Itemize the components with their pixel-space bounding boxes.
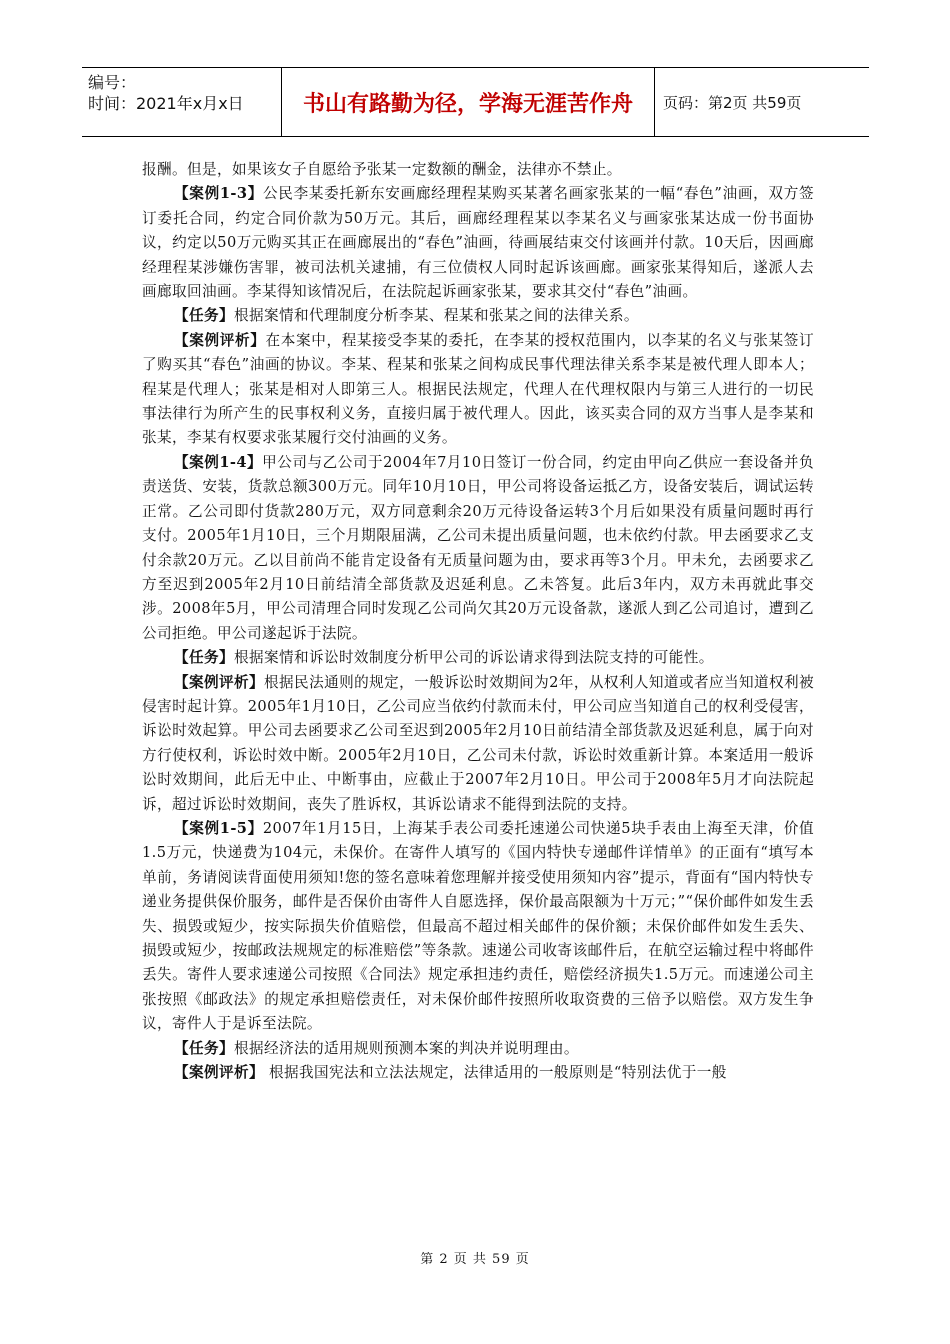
paragraph-tag: 【案例1-4】 xyxy=(174,453,263,471)
header-motto: 书山有路勤为径，学海无涯苦作舟 xyxy=(282,68,655,136)
paragraph-tag: 【案例评析】 xyxy=(174,1064,264,1082)
paragraph-tag: 【任务】 xyxy=(174,649,234,667)
paragraph-tag: 【案例评析】 xyxy=(174,673,265,691)
page-header xyxy=(82,67,869,137)
header-meta xyxy=(82,68,282,136)
paragraph-text: 2007年1月15日，上海某手表公司委托速递公司快递5块手表由上海至天津，价值1.5万元，快递费为104元，未保价。在寄件人填写的《国内特快专递邮件详情单》的正面有“填写本单前，务请阅读背面使用须知!您的签名意味着您理解并接受使用须知内容”提示，背面有“国内特快专递业务提供保价服务，邮件是否保价由寄件人自愿选择，保价最高限额为十万元；”“保价邮件如发生丢失、损毁或短少，按实际损失价值赔偿，但最高不超过相关邮件的保价额；未保价邮件如发生丢失、损毁或短少，按邮政法规规定的标准赔偿”等条款。速递公司收寄该邮件后，在航空运输过程中将邮件丢失。寄件人要求速递公司按照《合同法》规定承担违约责任，赔偿经济损失1.5万元。而速递公司主张按照《邮政法》的规定承担赔偿责任，对未保价邮件按照所收取资费的三倍予以赔偿。双方发生争议，寄件人于是诉至法院。 xyxy=(142,819,814,1033)
paragraph-text: 甲公司与乙公司于2004年7月10日签订一份合同，约定由甲向乙供应一套设备并负责送货、安装，货款总额300万元。同年10月10日，甲公司将设备运抵乙方，设备安装后，调试运转正常。乙公司即付货款280万元，双方同意剩余20万元待设备运转3个月后如果没有质量问题时再行支付。2005年1月10日，三个月期限届满，乙公司未提出质量问题，也未依约付款。甲去函要求乙支付余款20万元。乙以目前尚不能肯定设备有无质量问题为由，要求再等3个月。甲未允，去函要求乙方至迟到2005年2月10日前结清全部货款及迟延利息。乙未答复。此后3年内，双方未再就此事交涉。2008年5月，甲公司清理合同时发现乙公司尚欠其20万元设备款，遂派人到乙公司追讨，遭到乙公司拒绝。甲公司遂起诉于法院。 xyxy=(142,453,814,642)
paragraph xyxy=(142,1037,814,1061)
paragraph-tag: 【案例1-3】 xyxy=(174,185,263,203)
paragraph xyxy=(142,182,814,304)
paragraph xyxy=(142,451,814,646)
paragraph xyxy=(142,817,814,1037)
paragraph xyxy=(142,304,814,328)
number-label: 编号： xyxy=(88,73,137,92)
paragraph xyxy=(142,1061,814,1085)
paragraph-tag: 【案例1-5】 xyxy=(174,819,263,837)
paragraph-text: 根据案情和代理制度分析李某、程某和张某之间的法律关系。 xyxy=(233,307,639,325)
header-page-info: 页码：第2页 共59页 xyxy=(663,93,802,112)
paragraph-text: 报酬。但是，如果该女子自愿给予张某一定数额的酬金，法律亦不禁止。 xyxy=(142,161,622,178)
paragraph-text: 根据经济法的适用规则预测本案的判决并说明理由。 xyxy=(233,1039,579,1057)
paragraph xyxy=(142,158,814,182)
paragraph xyxy=(142,646,814,670)
paragraph-tag: 【案例评析】 xyxy=(174,331,266,349)
document-body xyxy=(142,158,814,1085)
paragraph-text: 根据案情和诉讼时效制度分析甲公司的诉讼请求得到法院支持的可能性。 xyxy=(233,649,714,667)
time-label: 时间：2021年x月x日 xyxy=(88,94,244,113)
paragraph xyxy=(142,329,814,451)
paragraph-tag: 【任务】 xyxy=(174,1039,234,1057)
paragraph-tag: 【任务】 xyxy=(174,307,234,325)
paragraph-text: 公民李某委托新东安画廊经理程某购买某著名画家张某的一幅“春色”油画，双方签订委托合同，约定合同价款为50万元。其后，画廊经理程某以李某名义与画家张某达成一份书面协议，约定以50万元购买其正在画廊展出的“春色”油画，待画展结束交付该画并付款。10天后，因画廊经理程某涉嫌伤害罪，被司法机关逮捕，有三位债权人同时起诉该画廊。画家张某得知后，遂派人去画廊取回油画。李某得知该情况后，在法院起诉画家张某，要求其交付“春色”油画。 xyxy=(142,185,814,301)
paragraph-text: 在本案中，程某接受李某的委托，在李某的授权范围内，以李某的名义与张某签订了购买其“春色”油画的协议。李某、程某和张某之间构成民事代理法律关系李某是被代理人即本人；程某是代理人；张某是相对人即第三人。根据民法规定，代理人在代理权限内与第三人进行的一切民事法律行为所产生的民事权利义务，直接归属于被代理人。因此，该买卖合同的双方当事人是李某和张某，李某有权要求张某履行交付油画的义务。 xyxy=(142,331,814,447)
paragraph-text: 根据我国宪法和立法法规定，法律适用的一般原则是“特别法优于一般 xyxy=(263,1064,727,1082)
page-footer: 第 2 页 共 59 页 xyxy=(420,1252,530,1267)
paragraph-text: 根据民法通则的规定，一般诉讼时效期间为2年，从权利人知道或者应当知道权利被侵害时起计算。2005年1月10日，乙公司应当依约付款而未付，甲公司应当知道自己的权利受侵害，诉讼时效起算。甲公司去函要求乙公司至迟到2005年2月10日前结清全部货款及迟延利息，属于向对方行使权利，诉讼时效中断。2005年2月10日，乙公司未付款，诉讼时效重新计算。本案适用一般诉讼时效期间，此后无中止、中断事由，应截止于2007年2月10日。甲公司于2008年5月才向法院起诉，超过诉讼时效期间，丧失了胜诉权，其诉讼请求不能得到法院的支持。 xyxy=(142,673,814,813)
paragraph xyxy=(142,671,814,817)
